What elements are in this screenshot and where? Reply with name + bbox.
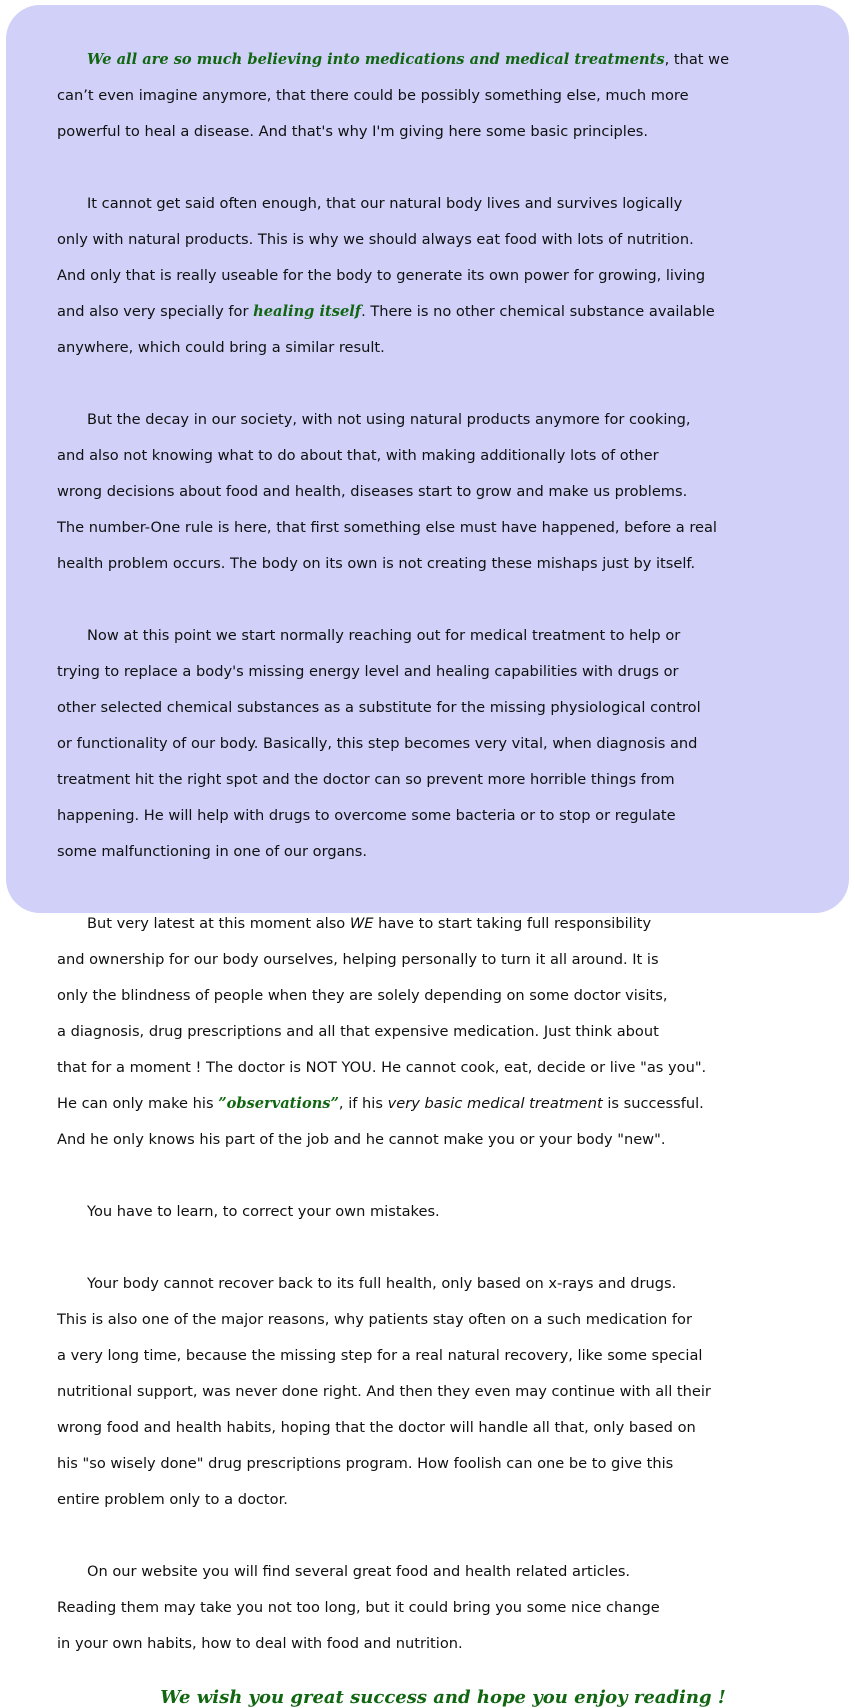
paragraph-medical-treatment: Now at this point we start normally reaching out for medical treatment to help or trying to replace a body's missing energy level and healing capabilities with drugs or other selected chemical substances as a substitute for the missing physiological control or functionality of our body. Basically, this step becomes very vital, when diagnosis and treatment hit the right spot and the doctor can so prevent more horrible things from happening. He will help with drugs to overcome some bacteria or to stop or regulate some malfunctioning in one of our organs.	[57, 627, 701, 860]
paragraph-intro: We all are so much believing into medications and medical treatments, that we can’t even imagine anymore, that there could be possibly something else, much more powerful to heal a disease. And that's why I'm giving here some basic principles.	[57, 51, 730, 140]
paragraph-website: On our website you will find several great food and health related articles. Reading them may take you not too long, but it could bring you some nice change in your own habits, how to deal with food and nutrition.	[57, 1563, 660, 1652]
paragraph-recovery: Your body cannot recover back to its full health, only based on x-rays and drugs. This is also one of the major reasons, why patients stay often on a such medication for a very long time, because the missing step for a real natural recovery, like some special nutritional support, was never done right. And then they even may continue with all their wrong food and health habits, hoping that the doctor will handle all that, only based on his "so wisely done" drug prescriptions program. How foolish can one be to give this entire problem only to a doctor.	[57, 1275, 711, 1508]
intro-emphasis: We all are so much believing into medications and medical treatments	[87, 51, 665, 68]
paragraph-learn: You have to learn, to correct your own mistakes.	[87, 1203, 440, 1220]
content-panel	[6, 5, 849, 1708]
paragraph-natural-products: It cannot get said often enough, that our natural body lives and survives logically only with natural products. This is why we should always eat food with lots of nutrition. And only that is really useable for the body to generate its own power for growing, living and also very specially for healing itself. There is no other chemical substance available anywhere, which could bring a similar result.	[57, 195, 715, 356]
closing-message: We wish you great success and hope you enjoy reading !	[160, 1687, 726, 1708]
we-emphasis: WE	[349, 915, 374, 932]
paragraph-decay: But the decay in our society, with not using natural products anymore for cooking, and also not knowing what to do about that, with making additionally lots of other wrong decisions about food and health, diseases start to grow and make us problems. The number-One rule is here, that first something else must have happened, before a real health problem occurs. The body on its own is not creating these mishaps just by itself.	[57, 411, 717, 572]
article-body	[57, 33, 817, 1707]
paragraph-responsibility: But very latest at this moment also WE have to start taking full responsibility and ownership for our body ourselves, helping personally to turn it all around. It is only the blindness of people when they are solely depending on some doctor visits, a diagnosis, drug prescriptions and all that expensive medication. Just think about that for a moment ! The doctor is NOT YOU. He cannot cook, eat, decide or live "as you". He can only make his ”observations”, if his very basic medical treatment is successful. And he only knows his part of the job and he cannot make you or your body "new".	[57, 915, 707, 1148]
basic-treatment-emphasis: very basic medical treatment	[387, 1095, 603, 1112]
healing-itself-emphasis: healing itself	[253, 303, 362, 320]
observations-emphasis: ”observations”	[218, 1095, 339, 1112]
